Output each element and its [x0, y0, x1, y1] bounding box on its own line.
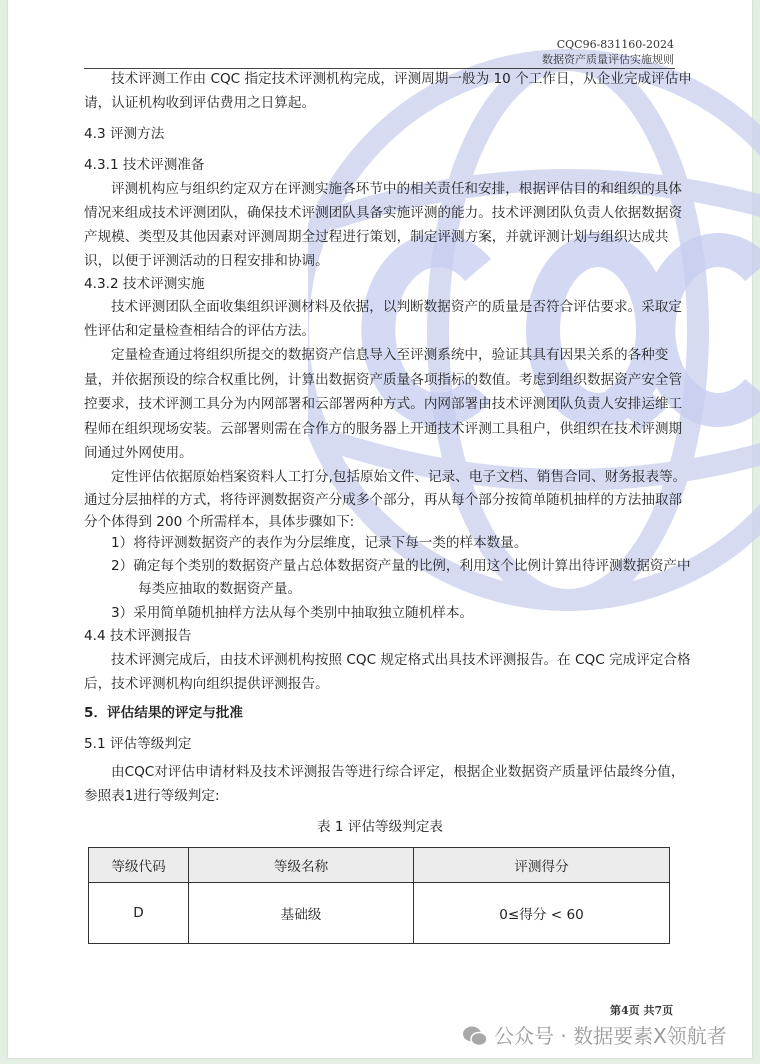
wechat-account-name: 公众号 · 数据要素X领航者 [494, 1024, 727, 1048]
cell-grade-code: D [89, 883, 189, 944]
text-line: 定量检查通过将组织所提交的数据资产信息导入至评测系统中，验证其具有因果关系的各种变 [111, 347, 669, 363]
text-line: 技术评测团队全面收集组织评测材料及依据，以判断数据资产的质量是否符合评估要求。采取定 [111, 299, 682, 315]
cell-score-range: 0≤得分 < 60 [414, 883, 670, 944]
column-header-name: 等级名称 [189, 848, 414, 883]
text-line: 参照表1进行等级判定: [84, 788, 220, 804]
document-code: CQC96-831160-2024 [556, 38, 674, 51]
text-line: 技术评测工作由 CQC 指定技术评测机构完成，评测周期一般为 10 个工作日，从企业完成评估申 [111, 71, 692, 87]
document-header-title: 数据资产质量评估实施规则 [542, 53, 674, 66]
text-line: 后，技术评测机构向组织提供评测报告。 [84, 676, 329, 692]
text-line: 控要求，技术评测工具分为内网部署和云部署两种方式。内网部署由技术评测团队负责人安排运维工 [84, 396, 683, 412]
text-line: 程师在组织现场安装。云部署则需在合作方的服务器上开通技术评测工具租户，供组织在技术评测期 [84, 421, 683, 437]
grade-table [88, 847, 670, 944]
wechat-icon [462, 1025, 488, 1047]
wechat-watermark [462, 1024, 727, 1048]
text-line: 产规模、类型及其他因素对评测周期全过程进行策划，制定评测方案，并就评测计划与组织达成共 [84, 229, 669, 245]
column-header-code: 等级代码 [89, 848, 189, 883]
text-line: 定性评估依据原始档案资料人工打分,包括原始文件、记录、电子文档、销售合同、财务报表等。 [111, 469, 687, 485]
table-row [89, 883, 670, 944]
list-item-continuation: 每类应抽取的数据资产量。 [138, 581, 302, 597]
text-line: 分个体得到 200 个所需样本，具体步骤如下: [84, 514, 355, 530]
table-header-row [89, 848, 670, 883]
section-heading-5-1: 5.1 评估等级判定 [84, 736, 192, 752]
section-heading-4-3-1: 4.3.1 技术评测准备 [84, 157, 205, 173]
list-item: 2）确定每个类别的数据资产量占总体数据资产量的比例，利用这个比例计算出待评测数据资产中 [111, 558, 691, 574]
list-item: 1）将待评测数据资产的表作为分层维度，记录下每一类的样本数量。 [111, 535, 528, 551]
list-item: 3）采用简单随机抽样方法从每个类别中抽取独立随机样本。 [111, 605, 474, 621]
text-line: 评测机构应与组织约定双方在评测实施各环节中的相关责任和安排，根据评估目的和组织的具体 [111, 181, 682, 197]
section-heading-5: 5．评估结果的评定与批准 [84, 705, 243, 721]
text-line: 识，以便于评测活动的日程安排和协调。 [84, 253, 329, 269]
text-line: 请，认证机构收到评估费用之日算起。 [84, 95, 316, 111]
text-line: 通过分层抽样的方式，将待评测数据资产分成多个部分，再从每个部分按简单随机抽样的方法抽取部 [84, 492, 683, 508]
text-line: 间通过外网使用。 [84, 445, 193, 461]
table-caption: 表 1 评估等级判定表 [316, 819, 444, 835]
section-heading-4-3-2: 4.3.2 技术评测实施 [84, 276, 205, 292]
page-number: 第4页 共7页 [610, 1004, 674, 1017]
section-heading-4-4: 4.4 技术评测报告 [84, 628, 192, 644]
header-rule [84, 68, 675, 69]
section-heading-4-3: 4.3 评测方法 [84, 126, 165, 142]
text-line: 技术评测完成后，由技术评测机构按照 CQC 规定格式出具技术评测报告。在 CQC 完成评定合格 [111, 652, 691, 668]
text-line: 由CQC对评估申请材料及技术评测报告等进行综合评定，根据企业数据资产质量评估最终分值， [111, 764, 685, 780]
text-line: 情况来组成技术评测团队，确保技术评测团队具备实施评测的能力。技术评测团队负责人依据数据资 [84, 205, 683, 221]
cell-grade-name: 基础级 [189, 883, 414, 944]
text-line: 量，并依据预设的综合权重比例，计算出数据资产质量各项指标的数值。考虑到组织数据资产安全管 [84, 372, 683, 388]
text-line: 性评估和定量检查相结合的评估方法。 [84, 323, 316, 339]
column-header-score: 评测得分 [414, 848, 670, 883]
